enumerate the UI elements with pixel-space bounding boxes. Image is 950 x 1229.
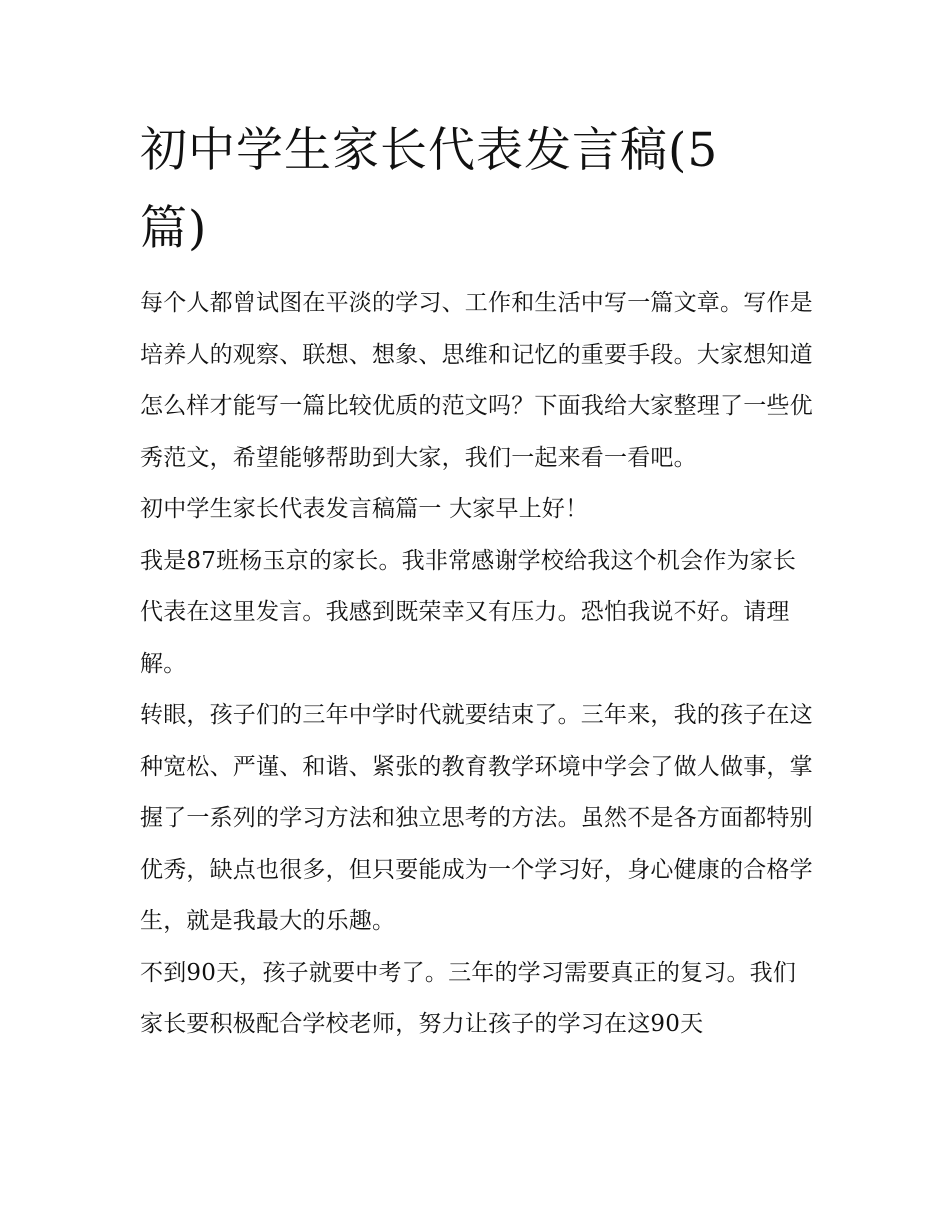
section-heading-paragraph: 初中学生家长代表发言稿篇一 大家早上好！ [140,496,589,522]
body-paragraph: 不到90天，孩子就要中考了。三年的学习需要真正的复习。我们家长要积极配合学校老师，努力让孩子的学习在这90天 [140,959,797,1037]
body-paragraph: 我是87班杨玉京的家长。我非常感谢学校给我这个机会作为家长代表在这里发言。我感到既荣幸又有压力。恐怕我说不好。请理解。 [140,547,797,677]
body-paragraph: 转眼，孩子们的三年中学时代就要结束了。三年来，我的孩子在这种宽松、严谨、和谐、紧张的教育教学环境中学会了做人做事，掌握了一系列的学习方法和独立思考的方法。虽然不是各方面都特别优秀，缺点也很多，但只要能成为一个学习好，身心健康的合格学生，就是我最大的乐趣。 [140,702,813,934]
document-body [140,278,818,1051]
intro-paragraph: 每个人都曾试图在平淡的学习、工作和生活中写一篇文章。写作是培养人的观察、联想、想象、思维和记忆的重要手段。大家想知道怎么样才能写一篇比较优质的范文吗？下面我给大家整理了一些优秀范文，希望能够帮助到大家，我们一起来看一看吧。 [140,290,813,471]
document-title: 初中学生家长代表发言稿(5篇) [140,123,719,256]
